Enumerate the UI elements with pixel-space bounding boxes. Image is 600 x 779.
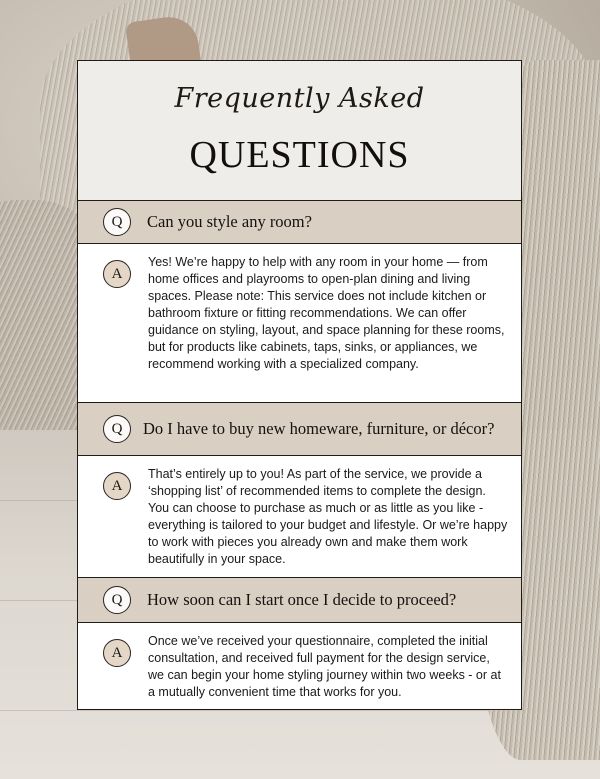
question-badge: Q (103, 586, 131, 614)
answer-badge: A (103, 472, 131, 500)
faq-question-3[interactable] (78, 577, 521, 623)
page-title: QUESTIONS (189, 134, 410, 176)
answer-badge: A (103, 639, 131, 667)
answer-text: Yes! We’re happy to help with any room in your home — from home offices and playrooms to open-plan dining and living spaces. Please note: This service does not include kitchen or bathroom fixture or fitting recommendations. We can offer guidance on styling, layout, and space planning for these rooms, but for products like cabinets, taps, sinks, or appliances, we recommend working with a specialized company. (148, 255, 505, 371)
question-badge: Q (103, 415, 131, 443)
question-text: Do I have to buy new homeware, furniture, or décor? (143, 419, 495, 438)
answer-text: Once we’ve received your questionnaire, completed the initial consultation, and received full payment for the design service, we can begin your home styling journey within two weeks - or at a mutually convenient time that works for you. (148, 634, 501, 699)
question-badge: Q (103, 208, 131, 236)
answer-text: That’s entirely up to you! As part of the service, we provide a ‘shopping list’ of recommended items to complete the design. You can choose to purchase as much or as little as you like - everything is tailored to your budget and lifestyle. Or we’re happy to work with pieces you already own and make them work beautifully in your space. (148, 467, 508, 566)
answer-badge: A (103, 260, 131, 288)
faq-header (78, 61, 521, 201)
faq-answer-1 (78, 244, 521, 403)
question-text: Can you style any room? (147, 212, 312, 231)
faq-answer-2 (78, 456, 521, 577)
faq-question-2[interactable] (78, 402, 521, 456)
faq-card (77, 60, 522, 710)
faq-question-1[interactable] (78, 200, 521, 244)
question-text: How soon can I start once I decide to proceed? (147, 590, 457, 609)
faq-answer-3 (78, 623, 521, 708)
script-title: Frequently Asked (174, 83, 425, 114)
